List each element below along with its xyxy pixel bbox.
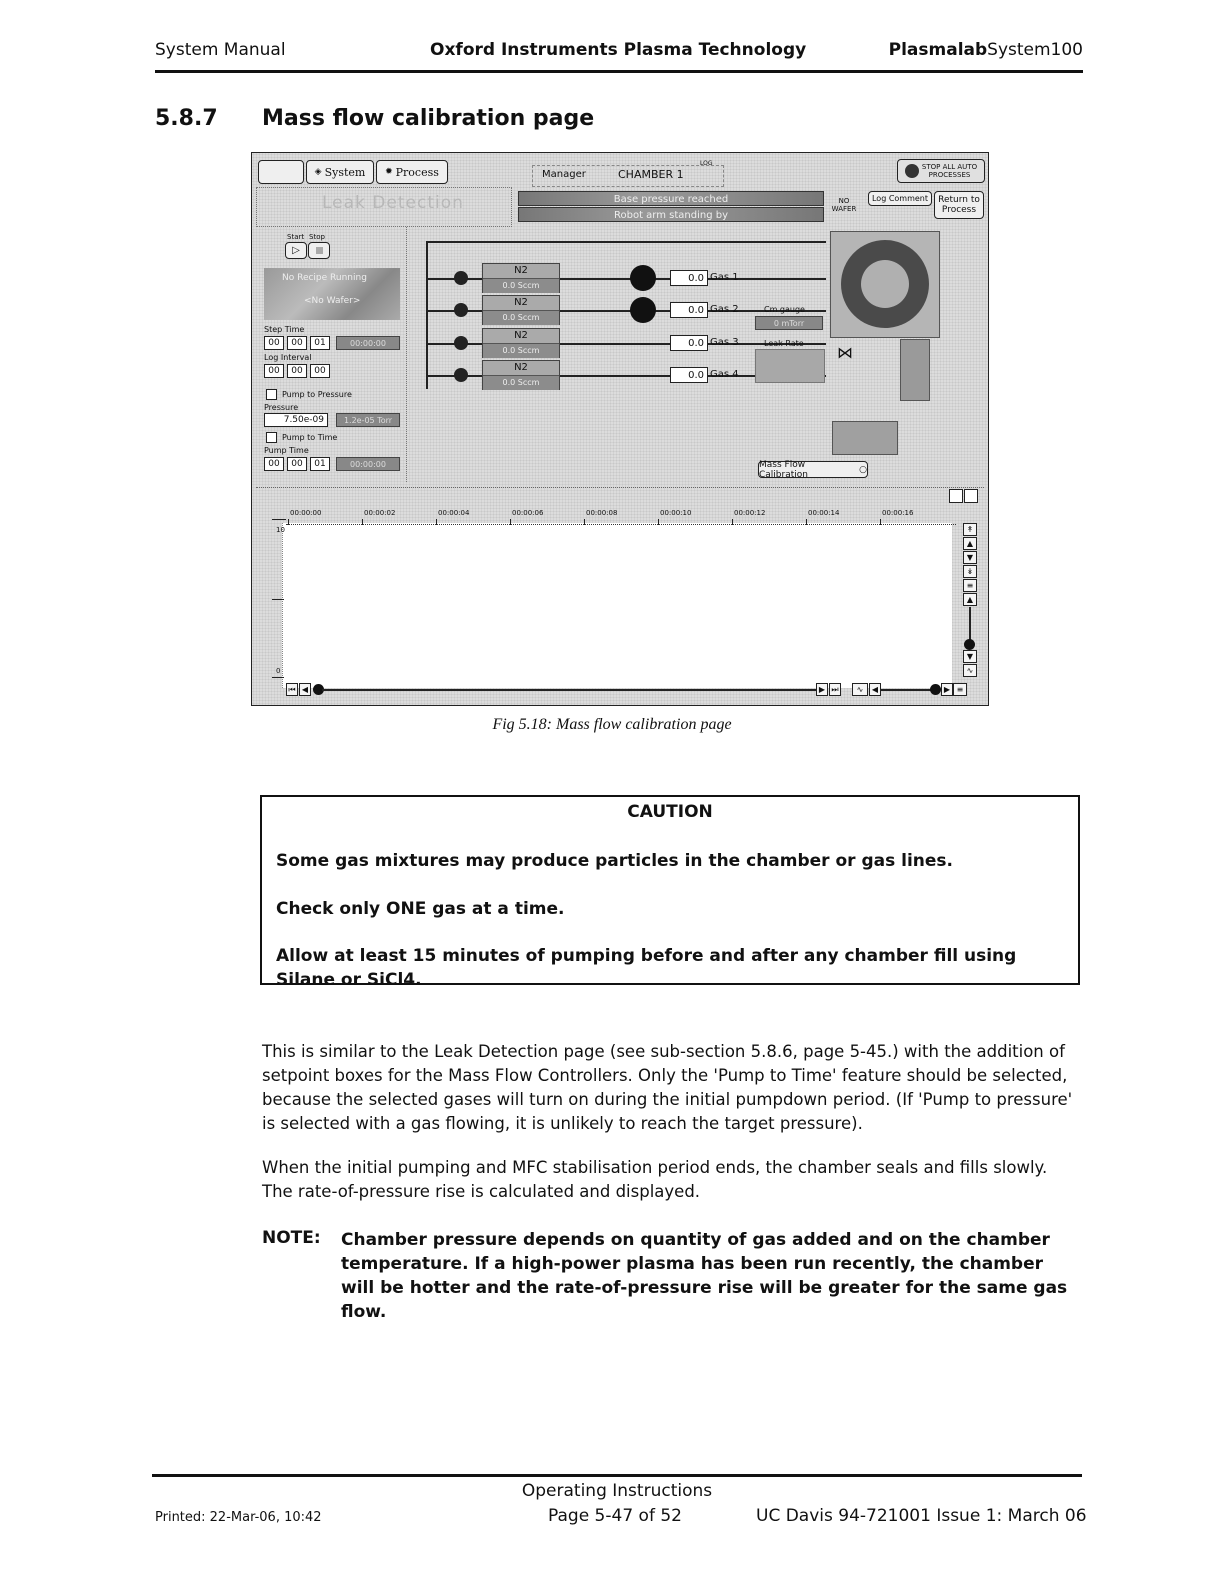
y-axis-max: 10 <box>276 526 285 534</box>
step-time-readout: 00:00:00 <box>336 336 400 350</box>
recipe-status: No Recipe Running <box>282 273 367 283</box>
time-tick-label: 00:00:00 <box>290 509 322 517</box>
mass-flow-controller <box>482 328 560 358</box>
figure-caption: Fig 5.18: Mass flow calibration page <box>492 716 732 733</box>
time-tick-mark <box>510 519 511 525</box>
start-button[interactable] <box>285 242 307 259</box>
y-tick-top <box>272 519 286 520</box>
y-zoom-down-button[interactable]: ▼ <box>963 650 977 663</box>
pump-time-hours[interactable]: 00 <box>264 457 284 471</box>
mass-flow-controller <box>482 263 560 293</box>
pump-to-time-checkbox[interactable] <box>266 432 277 443</box>
x-zoom-in-button[interactable]: ▶ <box>941 683 953 696</box>
time-tick-label: 00:00:14 <box>808 509 840 517</box>
mass-flow-calibration-screenshot <box>251 152 989 706</box>
header-center: Oxford Instruments Plasma Technology <box>430 40 807 60</box>
cm-gauge-label: Cm gauge <box>764 305 805 314</box>
gas-label: Gas 4 <box>710 369 739 380</box>
graph-y-axis <box>282 523 284 688</box>
radio-circle-icon: ○ <box>859 464 867 475</box>
inlet-valve-icon[interactable] <box>454 271 468 285</box>
time-tick-mark <box>436 519 437 525</box>
status-message-2: Robot arm standing by <box>518 207 824 222</box>
time-scroll-track[interactable] <box>322 689 816 691</box>
manifold-line <box>426 241 428 389</box>
pump-time-seconds[interactable]: 01 <box>310 457 330 471</box>
footer-doc-type: Operating Instructions <box>521 1481 713 1501</box>
y-tick-mid <box>272 599 284 600</box>
y-zoom-slider-track <box>969 607 971 643</box>
mfc-gas-name: N2 <box>483 296 559 311</box>
stop-label: Stop <box>309 233 325 241</box>
x-zoom-handle[interactable] <box>930 684 941 695</box>
log-interval-label: Log Interval <box>264 353 312 362</box>
go-end-button[interactable]: ⏭ <box>829 683 841 696</box>
y-wave-button[interactable]: ∿ <box>963 664 977 677</box>
go-start-button[interactable]: ⏮ <box>286 683 298 696</box>
step-time-label: Step Time <box>264 325 305 334</box>
mass-flow-calibration-label: Mass Flow Calibration <box>759 459 808 480</box>
manager-label: Manager <box>542 169 586 180</box>
mfc-flow-readout: 0.0 Sccm <box>483 344 559 358</box>
caution-line-2: Check only ONE gas at a time. <box>276 899 565 919</box>
header-right-bold: Plasmalab <box>888 40 988 60</box>
mfc-gas-name: N2 <box>483 264 559 279</box>
step-back-button[interactable]: ◀ <box>299 683 311 696</box>
pump-time-label: Pump Time <box>264 446 309 455</box>
step-time-hours[interactable]: 00 <box>264 336 284 350</box>
gas-setpoint-input[interactable]: 0.0 <box>670 335 708 351</box>
time-tick-mark <box>880 519 881 525</box>
step-time-seconds[interactable]: 01 <box>310 336 330 350</box>
mass-flow-controller <box>482 295 560 325</box>
x-wave-button[interactable]: ∿ <box>852 683 868 696</box>
gas-setpoint-input[interactable]: 0.0 <box>670 367 708 383</box>
status-message-1: Base pressure reached <box>518 191 824 206</box>
mfc-flow-readout: 0.0 Sccm <box>483 279 559 293</box>
outlet-valve-icon[interactable] <box>630 265 656 291</box>
section-title: Mass flow calibration page <box>262 106 595 131</box>
system-icon: ◈ <box>314 167 322 177</box>
pressure-readout: 1.2e-05 Torr <box>336 413 400 427</box>
time-tick-label: 00:00:16 <box>882 509 914 517</box>
inlet-valve-icon[interactable] <box>454 336 468 350</box>
leak-rate-label: Leak Rate <box>764 339 804 348</box>
y-scale-button[interactable]: ≡ <box>963 579 977 592</box>
log-interval-hours[interactable]: 00 <box>264 364 284 378</box>
leak-rate-readout <box>755 349 825 383</box>
mfc-gas-name: N2 <box>483 329 559 344</box>
x-zoom-track <box>881 689 933 691</box>
start-label: Start <box>287 233 305 241</box>
section-number: 5.8.7 <box>155 106 218 131</box>
wafer-value: <No Wafer> <box>304 296 361 306</box>
wafer-status: NO WAFER <box>831 197 857 213</box>
footer-document-id: UC Davis 94-721001 Issue 1: March 06 <box>756 1506 1087 1526</box>
log-comment-button[interactable]: Log Comment <box>868 191 932 206</box>
y-axis-min: 0 <box>276 667 281 675</box>
caution-title: CAUTION <box>627 802 713 822</box>
stop-all-auto-processes-button[interactable] <box>897 159 985 183</box>
graph-divider <box>256 487 984 489</box>
header-left: System Manual <box>155 40 286 60</box>
mfc-flow-readout: 0.0 Sccm <box>483 376 559 390</box>
pump-to-pressure-label: Pump to Pressure <box>282 390 352 399</box>
time-tick-mark <box>288 519 289 525</box>
time-tick-label: 00:00:04 <box>438 509 470 517</box>
graph-plot-area <box>282 523 952 688</box>
blank-button[interactable] <box>258 160 304 184</box>
gas-setpoint-input[interactable]: 0.0 <box>670 302 708 318</box>
footer-page-number: Page 5-47 of 52 <box>548 1506 682 1526</box>
caution-line-1: Some gas mixtures may produce particles in the chamber or gas lines. <box>276 851 954 871</box>
process-button[interactable] <box>376 160 448 184</box>
process-icon: ✹ <box>385 167 393 177</box>
pump-to-pressure-checkbox[interactable] <box>266 389 277 400</box>
valve-icon: ⋈ <box>837 343 853 362</box>
inlet-valve-icon[interactable] <box>454 303 468 317</box>
y-zoom-slider-handle[interactable] <box>964 639 975 650</box>
turbo-pump-icon <box>900 339 930 401</box>
chamber-diagram <box>830 231 940 338</box>
paragraph-1: This is similar to the Leak Detection page (see sub-section 5.8.6, page 5-45.) with the addition of setpoint boxes for the Mass Flow Controllers. Only the 'Pump to Time' feature should be selected, because the selected gases will turn on during the initial pumpdown period. (If 'Pump to pressure' is selected with a gas flowing, it is unlikely to reach the target pressure). <box>262 1042 1073 1133</box>
cm-gauge-readout: 0 mTorr <box>755 316 823 330</box>
time-tick-label: 00:00:10 <box>660 509 692 517</box>
time-tick-mark <box>584 519 585 525</box>
outlet-valve-icon[interactable] <box>630 297 656 323</box>
log-interval-seconds[interactable]: 00 <box>310 364 330 378</box>
system-button-label: System <box>324 165 366 179</box>
footer-printed-date: Printed: 22-Mar-06, 10:42 <box>155 1510 322 1525</box>
stop-all-label: STOP ALL AUTO PROCESSES <box>921 163 978 179</box>
time-tick-mark <box>362 519 363 525</box>
time-tick-label: 00:00:12 <box>734 509 766 517</box>
time-axis <box>286 524 956 526</box>
scroll-down-button[interactable]: ▼ <box>963 551 977 564</box>
pressure-input[interactable]: 7.50e-09 <box>264 413 328 427</box>
mfc-gas-name: N2 <box>483 361 559 376</box>
pump-time-readout: 00:00:00 <box>336 457 400 471</box>
chamber-electrode <box>861 260 909 308</box>
page-title: Leak Detection <box>322 193 464 213</box>
stop-button[interactable] <box>308 242 330 259</box>
time-tick-label: 00:00:06 <box>512 509 544 517</box>
time-tick-mark <box>732 519 733 525</box>
gas-label: Gas 2 <box>710 304 739 315</box>
footer-rule <box>152 1474 1082 1477</box>
note-label: NOTE: <box>262 1228 321 1248</box>
play-icon: ▷ <box>292 245 300 256</box>
inlet-valve-icon[interactable] <box>454 368 468 382</box>
page-header <box>155 40 1083 73</box>
process-button-label: Process <box>395 165 439 179</box>
pressure-label: Pressure <box>264 403 299 412</box>
time-tick-label: 00:00:02 <box>364 509 396 517</box>
return-to-process-button[interactable]: Return to Process <box>934 191 984 219</box>
mfc-flow-readout: 0.0 Sccm <box>483 311 559 325</box>
y-tick-bottom <box>272 677 284 678</box>
time-tick-label: 00:00:08 <box>586 509 618 517</box>
scroll-up-button[interactable]: ▲ <box>963 537 977 550</box>
log-indicator[interactable]: LOG <box>700 160 713 167</box>
step-forward-button[interactable]: ▶ <box>816 683 828 696</box>
pump-time-minutes[interactable]: 00 <box>287 457 307 471</box>
x-zoom-out-button[interactable]: ◀ <box>869 683 881 696</box>
gas-label: Gas 3 <box>710 337 739 348</box>
time-tick-mark <box>806 519 807 525</box>
gas-setpoint-input[interactable]: 0.0 <box>670 270 708 286</box>
caution-line-3: Allow at least 15 minutes of pumping before and after any chamber fill using Silane or SiCl4. <box>276 946 1017 990</box>
restore-graph-button[interactable] <box>964 489 978 503</box>
system-button[interactable] <box>306 160 374 184</box>
mass-flow-controller <box>482 360 560 390</box>
caution-box <box>260 795 1080 990</box>
time-tick-mark <box>658 519 659 525</box>
mass-flow-calibration-button[interactable] <box>758 461 868 478</box>
paragraph-2: When the initial pumping and MFC stabilisation period ends, the chamber seals and fills slowly. The rate-of-pressure rise is calculated and displayed. <box>262 1158 1048 1201</box>
note-text: Chamber pressure depends on quantity of gas added and on the chamber temperature. If a high-power plasma has been run recently, the chamber will be hotter and the rate-of-pressure rise will be greater for the same gas flow. <box>341 1230 1068 1322</box>
pump-line <box>426 241 826 243</box>
log-interval-minutes[interactable]: 00 <box>287 364 307 378</box>
rotary-pump-icon <box>832 421 898 455</box>
stop-icon <box>905 164 919 178</box>
header-right <box>889 40 1083 60</box>
scroll-bottom-button[interactable]: ↡ <box>963 565 977 578</box>
chamber-label: CHAMBER 1 <box>618 168 684 181</box>
x-scale-button[interactable]: ≡ <box>953 683 967 696</box>
maximize-graph-button[interactable] <box>949 489 963 503</box>
header-right-normal: System100 <box>987 40 1083 60</box>
pump-to-time-label: Pump to Time <box>282 433 338 442</box>
step-time-minutes[interactable]: 00 <box>287 336 307 350</box>
scroll-top-button[interactable]: ↟ <box>963 523 977 536</box>
y-zoom-up-button[interactable]: ▲ <box>963 593 977 606</box>
stop-square-icon <box>316 247 323 254</box>
gas-label: Gas 1 <box>710 272 739 283</box>
